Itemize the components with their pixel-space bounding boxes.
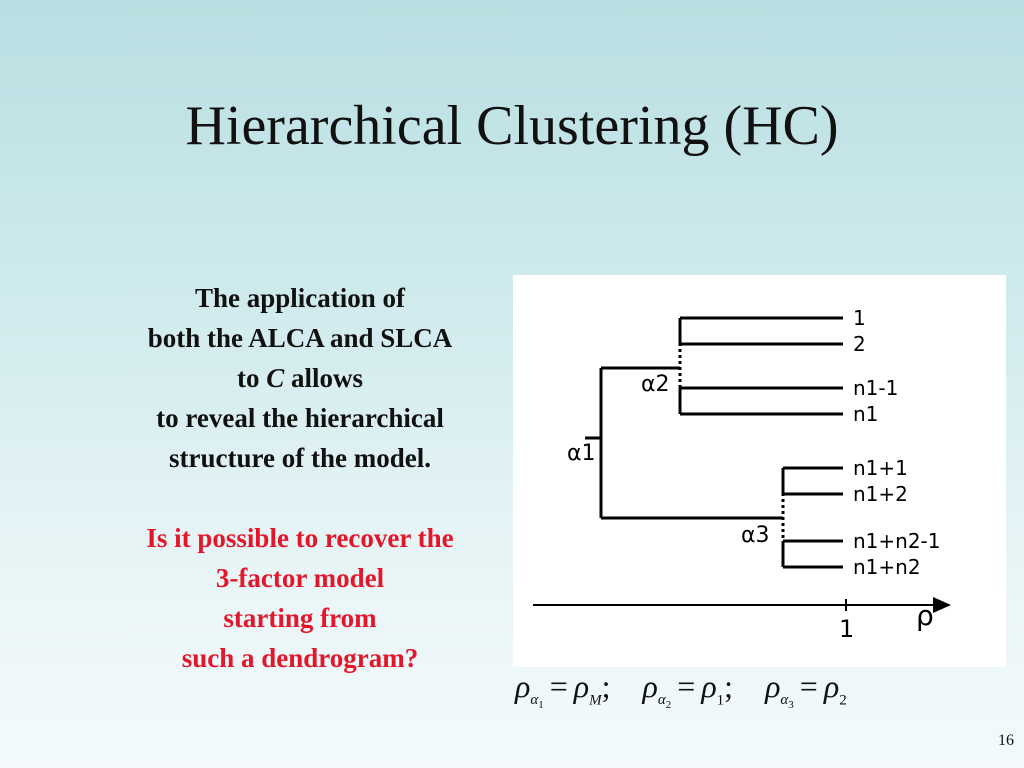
- left-text-block: [100, 278, 500, 678]
- text-line-3: [100, 358, 500, 398]
- rho-formula: [515, 668, 985, 712]
- leaf-label-5: n1+1: [853, 456, 908, 480]
- formula-term-3: $\rho_{\alpha_3}= \rho_2$: [765, 668, 847, 712]
- text-line-3-b: allows: [291, 363, 364, 393]
- leaf-labels: [853, 306, 941, 579]
- question-line-2: 3-factor model: [215, 563, 385, 593]
- node-label-alpha1: α1: [567, 441, 596, 466]
- text-line-5: structure of the model.: [169, 443, 431, 473]
- rho-axis: [533, 597, 951, 643]
- text-line-1: The application of: [194, 283, 406, 313]
- question-line-3: starting from: [223, 603, 377, 633]
- leaf-label-2: 2: [853, 332, 866, 356]
- formula-term-1: $\rho_{\alpha_1}= \rho_M$;: [515, 668, 611, 712]
- text-line-4: to reveal the hierarchical: [156, 403, 444, 433]
- text-line-3-a: to: [236, 363, 260, 393]
- slide-title: Hierarchical Clustering (HC): [185, 95, 839, 157]
- axis-arrow: [933, 597, 951, 613]
- leaf-label-8: n1+n2: [853, 555, 921, 579]
- node-label-alpha2: α2: [641, 372, 670, 397]
- axis-tick-label: 1: [839, 615, 855, 643]
- leaf-label-7: n1+n2-1: [853, 529, 941, 553]
- leaf-label-3: n1-1: [853, 376, 899, 400]
- question-line-4: such a dendrogram?: [181, 643, 419, 673]
- axis-label-rho: ρ: [916, 599, 934, 632]
- dendrogram-panel: [513, 275, 1006, 667]
- node-label-alpha3: α3: [741, 523, 770, 548]
- text-line-2: both the ALCA and SLCA: [147, 323, 453, 353]
- leaf-label-6: n1+2: [853, 482, 908, 506]
- dendrogram: [513, 275, 1006, 667]
- leaf-label-4: n1: [853, 402, 879, 426]
- text-line-3-c: C: [266, 363, 285, 393]
- question-line-1: Is it possible to recover the: [146, 523, 454, 553]
- node-labels: [567, 372, 770, 548]
- formula-term-2: $\rho_{\alpha_2}= \rho_1$;: [642, 668, 734, 712]
- page-number: 16: [998, 732, 1014, 749]
- leaf-label-1: 1: [853, 306, 866, 330]
- dendrogram-branches: [585, 318, 843, 567]
